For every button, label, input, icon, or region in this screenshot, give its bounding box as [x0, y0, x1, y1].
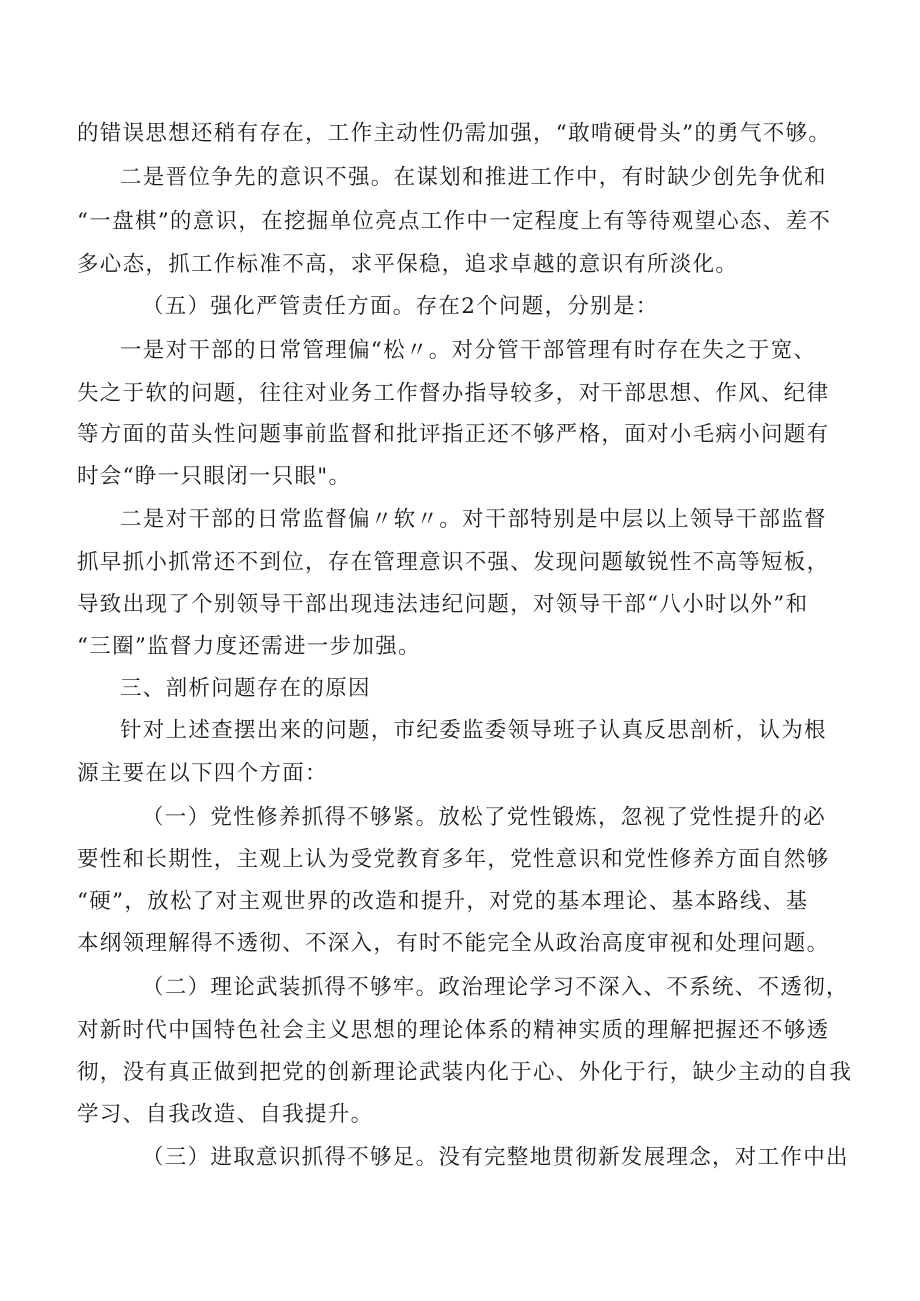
text-line: 学习、自我改造、自我提升。 [77, 1102, 374, 1127]
section-heading: （一）党性修养抓得不够紧。放松了党性锻炼，忽视了党性提升的必 [142, 805, 827, 830]
section-heading: （二）理论武装抓得不够牢。政治理论学习不深入、不系统、不透彻， [142, 975, 849, 1000]
text-line: “硬”，放松了对主观世界的改造和提升，对党的基本理论、基本路线、基 [77, 889, 809, 914]
text-line: 抓早抓小抓常还不到位，存在管理意识不强、发现问题敏锐性不高等短板， [77, 550, 830, 575]
text-line: 本纲领理解得不透彻、不深入，有时不能完全从政治高度审视和处理问题。 [77, 931, 830, 956]
text-line: “三圈”监督力度还需进一步加强。 [77, 634, 421, 659]
text-line: 二是对干部的日常监督偏〃软〃。对干部特别是中层以上领导干部监督 [120, 507, 827, 532]
text-line: 要性和长期性，主观上认为受党教育多年，党性意识和党性修养方面自然够 [77, 847, 830, 872]
section-heading: 三、剖析问题存在的原因 [120, 676, 371, 701]
text-line: 源主要在以下四个方面： [77, 761, 328, 786]
text-line: 时会“睁一只眼闭一只眼"。 [77, 464, 352, 489]
text-line: 失之于软的问题，往往对业务工作督办指导较多，对干部思想、作风、纪律 [77, 381, 830, 406]
text-line: “一盘棋”的意识，在挖掘单位亮点工作中一定程度上有等待观望心态、差不 [77, 209, 832, 234]
text-line: 彻，没有真正做到把党的创新理论武装内化于心、外化于行，缺少主动的自我 [77, 1060, 853, 1085]
section-heading: （五）强化严管责任方面。存在2个问题，分别是： [142, 294, 659, 319]
text-line: 导致出现了个别领导干部出现违法违纪问题，对领导干部“八小时以外”和 [77, 592, 809, 617]
text-line: 的错误思想还稍有存在，工作主动性仍需加强，“敢啃硬骨头”的勇气不够。 [77, 121, 832, 146]
text-line: 针对上述查摆出来的问题，市纪委监委领导班子认真反思剖析，认为根 [120, 718, 827, 743]
text-line: 等方面的苗头性问题事前监督和批评指正还不够严格，面对小毛病小问题有 [77, 422, 830, 447]
text-line: 对新时代中国特色社会主义思想的理论体系的精神实质的理解把握还不够透 [77, 1018, 830, 1043]
text-line: 二是晋位争先的意识不强。在谋划和推进工作中，有时缺少创先争优和 [120, 165, 827, 190]
text-line: 一是对干部的日常管理偏“松〃。对分管干部管理有时存在失之于宽、 [120, 338, 817, 363]
section-heading: （三）进取意识抓得不够足。没有完整地贯彻新发展理念，对工作中出 [142, 1145, 849, 1170]
text-line: 多心态，抓工作标准不高，求平保稳，追求卓越的意识有所淡化。 [77, 252, 739, 277]
